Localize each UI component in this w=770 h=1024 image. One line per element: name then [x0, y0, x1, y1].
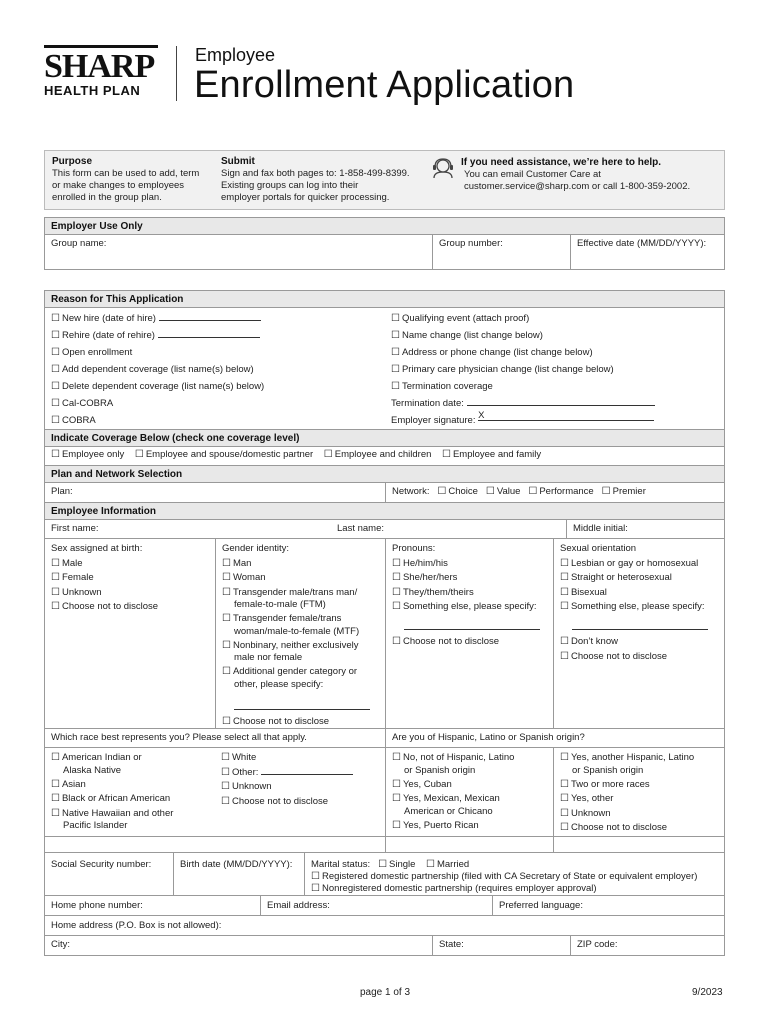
sex-label: Sex assigned at birth:	[51, 543, 143, 554]
reason-name-change[interactable]: ☐ Name change (list change below)	[391, 330, 543, 341]
submit-line: Existing groups can log into their	[221, 180, 359, 191]
gender-additional[interactable]: ☐ Additional gender category or other, please specify:	[222, 666, 358, 690]
sex-male[interactable]: ☐ Male	[51, 557, 83, 569]
info-panel	[44, 150, 725, 210]
race-black[interactable]: ☐ Black or African American	[51, 793, 171, 804]
race-header-row	[45, 729, 724, 748]
orientation-specify-line[interactable]	[560, 621, 718, 636]
race-other[interactable]: ☐ Other:	[221, 766, 379, 781]
pronoun-he[interactable]: ☐ He/him/his	[392, 557, 448, 569]
identity-row	[45, 539, 724, 729]
submit-title: Submit	[221, 156, 255, 167]
sex-unknown[interactable]: ☐ Unknown	[51, 586, 102, 598]
coverage-options	[45, 447, 724, 465]
spacer-row	[45, 837, 724, 853]
pronoun-not-disclose[interactable]: ☐ Choose not to disclose	[392, 636, 500, 647]
purpose-line: enrolled in the group plan.	[52, 192, 162, 203]
ssn-field[interactable]	[45, 853, 173, 895]
support-person-icon	[430, 157, 456, 179]
network-performance[interactable]: ☐ Performance	[528, 486, 594, 497]
hispanic-puerto-rican[interactable]: ☐ Yes, Puerto Rican	[392, 819, 479, 831]
marital-status-field	[304, 853, 724, 895]
network-choice[interactable]: ☐ Choice	[437, 486, 478, 497]
logo-health-plan: HEALTH PLAN	[44, 83, 141, 98]
gender-trans-female[interactable]: ☐ Transgender female/trans woman/male-to-female (MTF)	[222, 613, 360, 637]
home-phone-field[interactable]	[45, 896, 260, 915]
hispanic-label: Are you of Hispanic, Latino or Spanish origin?	[385, 729, 724, 747]
page-number: page 1 of 3	[360, 987, 411, 998]
reason-delete-dependent[interactable]: ☐ Delete dependent coverage (list name(s) below)	[51, 381, 265, 392]
reason-pcp-change[interactable]: ☐ Primary care physician change (list change below)	[391, 364, 614, 375]
orientation-else[interactable]: ☐ Something else, please specify:	[560, 601, 705, 612]
section-header: Employee Information	[45, 503, 724, 520]
reason-left-column	[45, 308, 385, 429]
name-row	[45, 520, 724, 539]
gender-specify-line[interactable]	[222, 701, 379, 716]
network-field	[385, 483, 724, 502]
race-asian[interactable]: ☐ Asian	[51, 778, 86, 790]
group-number-field[interactable]	[432, 235, 570, 269]
race-column-2	[215, 748, 385, 836]
last-name-field[interactable]	[331, 520, 566, 538]
marital-married[interactable]: ☐ Married	[426, 859, 470, 870]
employer-signature-field[interactable]: Employer signature: X	[391, 412, 718, 429]
race-not-disclose[interactable]: ☐ Choose not to disclose	[221, 795, 329, 807]
pronoun-specify-line[interactable]	[392, 621, 547, 636]
state-label: State:	[439, 939, 464, 950]
gender-man[interactable]: ☐ Man	[222, 557, 252, 569]
marital-single[interactable]: ☐ Single	[378, 859, 416, 870]
termination-date-field[interactable]: Termination date:	[391, 395, 718, 412]
gender-label: Gender identity:	[222, 543, 290, 554]
reason-cal-cobra[interactable]: ☐ Cal-COBRA	[51, 398, 114, 409]
network-premier[interactable]: ☐ Premier	[601, 486, 646, 497]
employer-use-section	[44, 217, 725, 270]
city-row	[45, 936, 724, 955]
page-title: Enrollment Application	[194, 64, 575, 106]
contact-row	[45, 896, 724, 916]
hispanic-mexican[interactable]: ☐ Yes, Mexican, Mexican American or Chicano	[392, 793, 500, 817]
hispanic-column-2	[553, 748, 724, 836]
city-label: City:	[51, 939, 70, 950]
home-address-label: Home address (P.O. Box is not allowed):	[51, 920, 222, 931]
reason-rehire[interactable]: ☐ Rehire (date of rehire)	[51, 327, 379, 344]
zip-label: ZIP code:	[577, 939, 618, 950]
reason-right-column	[385, 308, 724, 429]
marital-label: Marital status:	[311, 859, 371, 870]
network-value[interactable]: ☐ Value	[485, 486, 521, 497]
hispanic-unknown[interactable]: ☐ Unknown	[560, 807, 611, 819]
race-row	[45, 748, 724, 837]
hispanic-another[interactable]: ☐ Yes, another Hispanic, Latino or Spanish origin	[560, 752, 695, 776]
help-title: If you need assistance, we’re here to help.	[461, 157, 662, 168]
reason-cobra[interactable]: ☐ COBRA	[51, 415, 96, 426]
coverage-row	[45, 447, 724, 466]
purpose-section	[52, 156, 199, 204]
group-name-field[interactable]	[45, 235, 432, 269]
email-field[interactable]	[260, 896, 492, 915]
pronouns-label: Pronouns:	[392, 543, 436, 554]
home-phone-label: Home phone number:	[51, 900, 143, 911]
submit-section	[221, 156, 410, 204]
effective-date-label: Effective date (MM/DD/YYYY):	[577, 238, 707, 249]
gender-column	[215, 539, 385, 728]
purpose-line: or make changes to employees	[52, 180, 185, 191]
race-unknown[interactable]: ☐ Unknown	[221, 781, 272, 792]
race-american-indian[interactable]: ☐ American Indian or Alaska Native	[51, 752, 142, 776]
reason-new-hire[interactable]: ☐ New hire (date of hire)	[51, 310, 379, 327]
language-field[interactable]	[492, 896, 724, 915]
help-section	[461, 157, 690, 193]
last-name-label: Last name:	[337, 523, 384, 534]
gender-not-disclose[interactable]: ☐ Choose not to disclose	[222, 716, 330, 727]
reason-section	[44, 290, 725, 956]
section-header: Employer Use Only	[45, 218, 724, 235]
header-divider	[176, 46, 177, 101]
sharp-health-plan-logo	[44, 45, 160, 98]
reason-address-change[interactable]: ☐ Address or phone change (list change below)	[391, 347, 593, 358]
gender-nonbinary[interactable]: ☐ Nonbinary, neither exclusively male nor female	[222, 639, 359, 663]
first-name-field[interactable]	[45, 520, 331, 538]
middle-initial-label: Middle initial:	[573, 523, 628, 534]
marital-registered-dp[interactable]: ☐ Registered domestic partnership (filed with CA Secretary of State or equivalent employer)	[311, 871, 698, 882]
section-header: Reason for This Application	[45, 291, 724, 308]
orientation-bisexual[interactable]: ☐ Bisexual	[560, 586, 607, 598]
middle-initial-field[interactable]	[566, 520, 724, 538]
pronoun-they[interactable]: ☐ They/them/theirs	[392, 586, 474, 598]
race-label: Which race best represents you? Please select all that apply.	[51, 732, 307, 743]
employer-row	[45, 235, 724, 269]
first-name-label: First name:	[51, 523, 99, 534]
reason-add-dependent[interactable]: ☐ Add dependent coverage (list name(s) below)	[51, 364, 254, 375]
orientation-dont-know[interactable]: ☐ Don’t know	[560, 636, 618, 647]
spacer-cell	[45, 837, 385, 852]
orientation-gay[interactable]: ☐ Lesbian or gay or homosexual	[560, 557, 699, 569]
submit-line: Sign and fax both pages to: 1-858-499-8399.	[221, 168, 410, 179]
orientation-straight[interactable]: ☐ Straight or heterosexual	[560, 572, 672, 583]
ssn-row	[45, 853, 724, 896]
state-field[interactable]	[432, 936, 570, 955]
section-header: Indicate Coverage Below (check one coverage level)	[45, 430, 724, 447]
coverage-employee-spouse[interactable]: ☐ Employee and spouse/domestic partner	[134, 449, 314, 460]
pronouns-column	[385, 539, 553, 728]
pronoun-she[interactable]: ☐ She/her/hers	[392, 572, 458, 583]
birth-date-field[interactable]	[173, 853, 304, 895]
sex-not-disclose[interactable]: ☐ Choose not to disclose	[51, 601, 159, 612]
birth-date-label: Birth date (MM/DD/YYYY):	[180, 859, 293, 870]
orientation-column	[553, 539, 724, 728]
ssn-label: Social Security number:	[51, 859, 152, 870]
hispanic-two-or-more[interactable]: ☐ Two or more races	[560, 778, 650, 790]
pronoun-else[interactable]: ☐ Something else, please specify:	[392, 601, 537, 612]
coverage-employee-only[interactable]: ☐ Employee only	[51, 449, 125, 460]
logo-sharp: SHARP	[44, 48, 155, 85]
race-column-1	[45, 748, 215, 836]
hispanic-other[interactable]: ☐ Yes, other	[560, 793, 614, 804]
zip-field[interactable]	[570, 936, 724, 955]
purpose-line: This form can be used to add, term	[52, 168, 200, 179]
group-number-label: Group number:	[439, 238, 503, 249]
purpose-title: Purpose	[52, 156, 93, 167]
form-date: 9/2023	[692, 987, 723, 998]
gender-trans-male[interactable]: ☐ Transgender male/trans man/ female-to-male (FTM)	[222, 586, 358, 610]
race-white[interactable]: ☐ White	[221, 752, 257, 763]
network-label: Network:	[392, 486, 430, 497]
reason-qualifying-event[interactable]: ☐ Qualifying event (attach proof)	[391, 313, 530, 324]
reason-termination[interactable]: ☐ Termination coverage	[391, 381, 493, 392]
group-name-label: Group name:	[51, 238, 107, 249]
spacer-cell	[553, 837, 724, 852]
reason-open-enrollment[interactable]: ☐ Open enrollment	[51, 347, 133, 358]
marital-nonregistered-dp[interactable]: ☐ Nonregistered domestic partnership (requires employer approval)	[311, 883, 597, 894]
sex-column	[45, 539, 215, 728]
plan-field[interactable]	[45, 483, 385, 502]
coverage-employee-family[interactable]: ☐ Employee and family	[441, 449, 542, 460]
hispanic-not-disclose[interactable]: ☐ Choose not to disclose	[560, 822, 668, 833]
hispanic-cuban[interactable]: ☐ Yes, Cuban	[392, 778, 452, 790]
spacer-cell	[385, 837, 553, 852]
city-field[interactable]	[45, 936, 432, 955]
reason-row	[45, 308, 724, 430]
plan-row	[45, 483, 724, 503]
hispanic-no[interactable]: ☐ No, not of Hispanic, Latino or Spanish origin	[392, 752, 515, 776]
help-line: You can email Customer Care at	[464, 169, 601, 180]
effective-date-field[interactable]	[570, 235, 724, 269]
gender-woman[interactable]: ☐ Woman	[222, 572, 266, 583]
hispanic-column-1	[385, 748, 553, 836]
section-header: Plan and Network Selection	[45, 466, 724, 483]
help-line: customer.service@sharp.com or call 1-800-359-2002.	[464, 181, 691, 192]
title-employee: Employee	[195, 45, 276, 65]
orientation-not-disclose[interactable]: ☐ Choose not to disclose	[560, 650, 668, 662]
home-address-field[interactable]	[45, 916, 724, 935]
race-native-hawaiian[interactable]: ☐ Native Hawaiian and other Pacific Islander	[51, 807, 174, 831]
address-row	[45, 916, 724, 936]
sex-female[interactable]: ☐ Female	[51, 572, 94, 583]
submit-line: employer portals for quicker processing.	[221, 192, 390, 203]
orientation-label: Sexual orientation	[560, 543, 637, 554]
coverage-employee-children[interactable]: ☐ Employee and children	[323, 449, 432, 460]
email-label: Email address:	[267, 900, 330, 911]
language-label: Preferred language:	[499, 900, 583, 911]
plan-label: Plan:	[51, 486, 73, 497]
